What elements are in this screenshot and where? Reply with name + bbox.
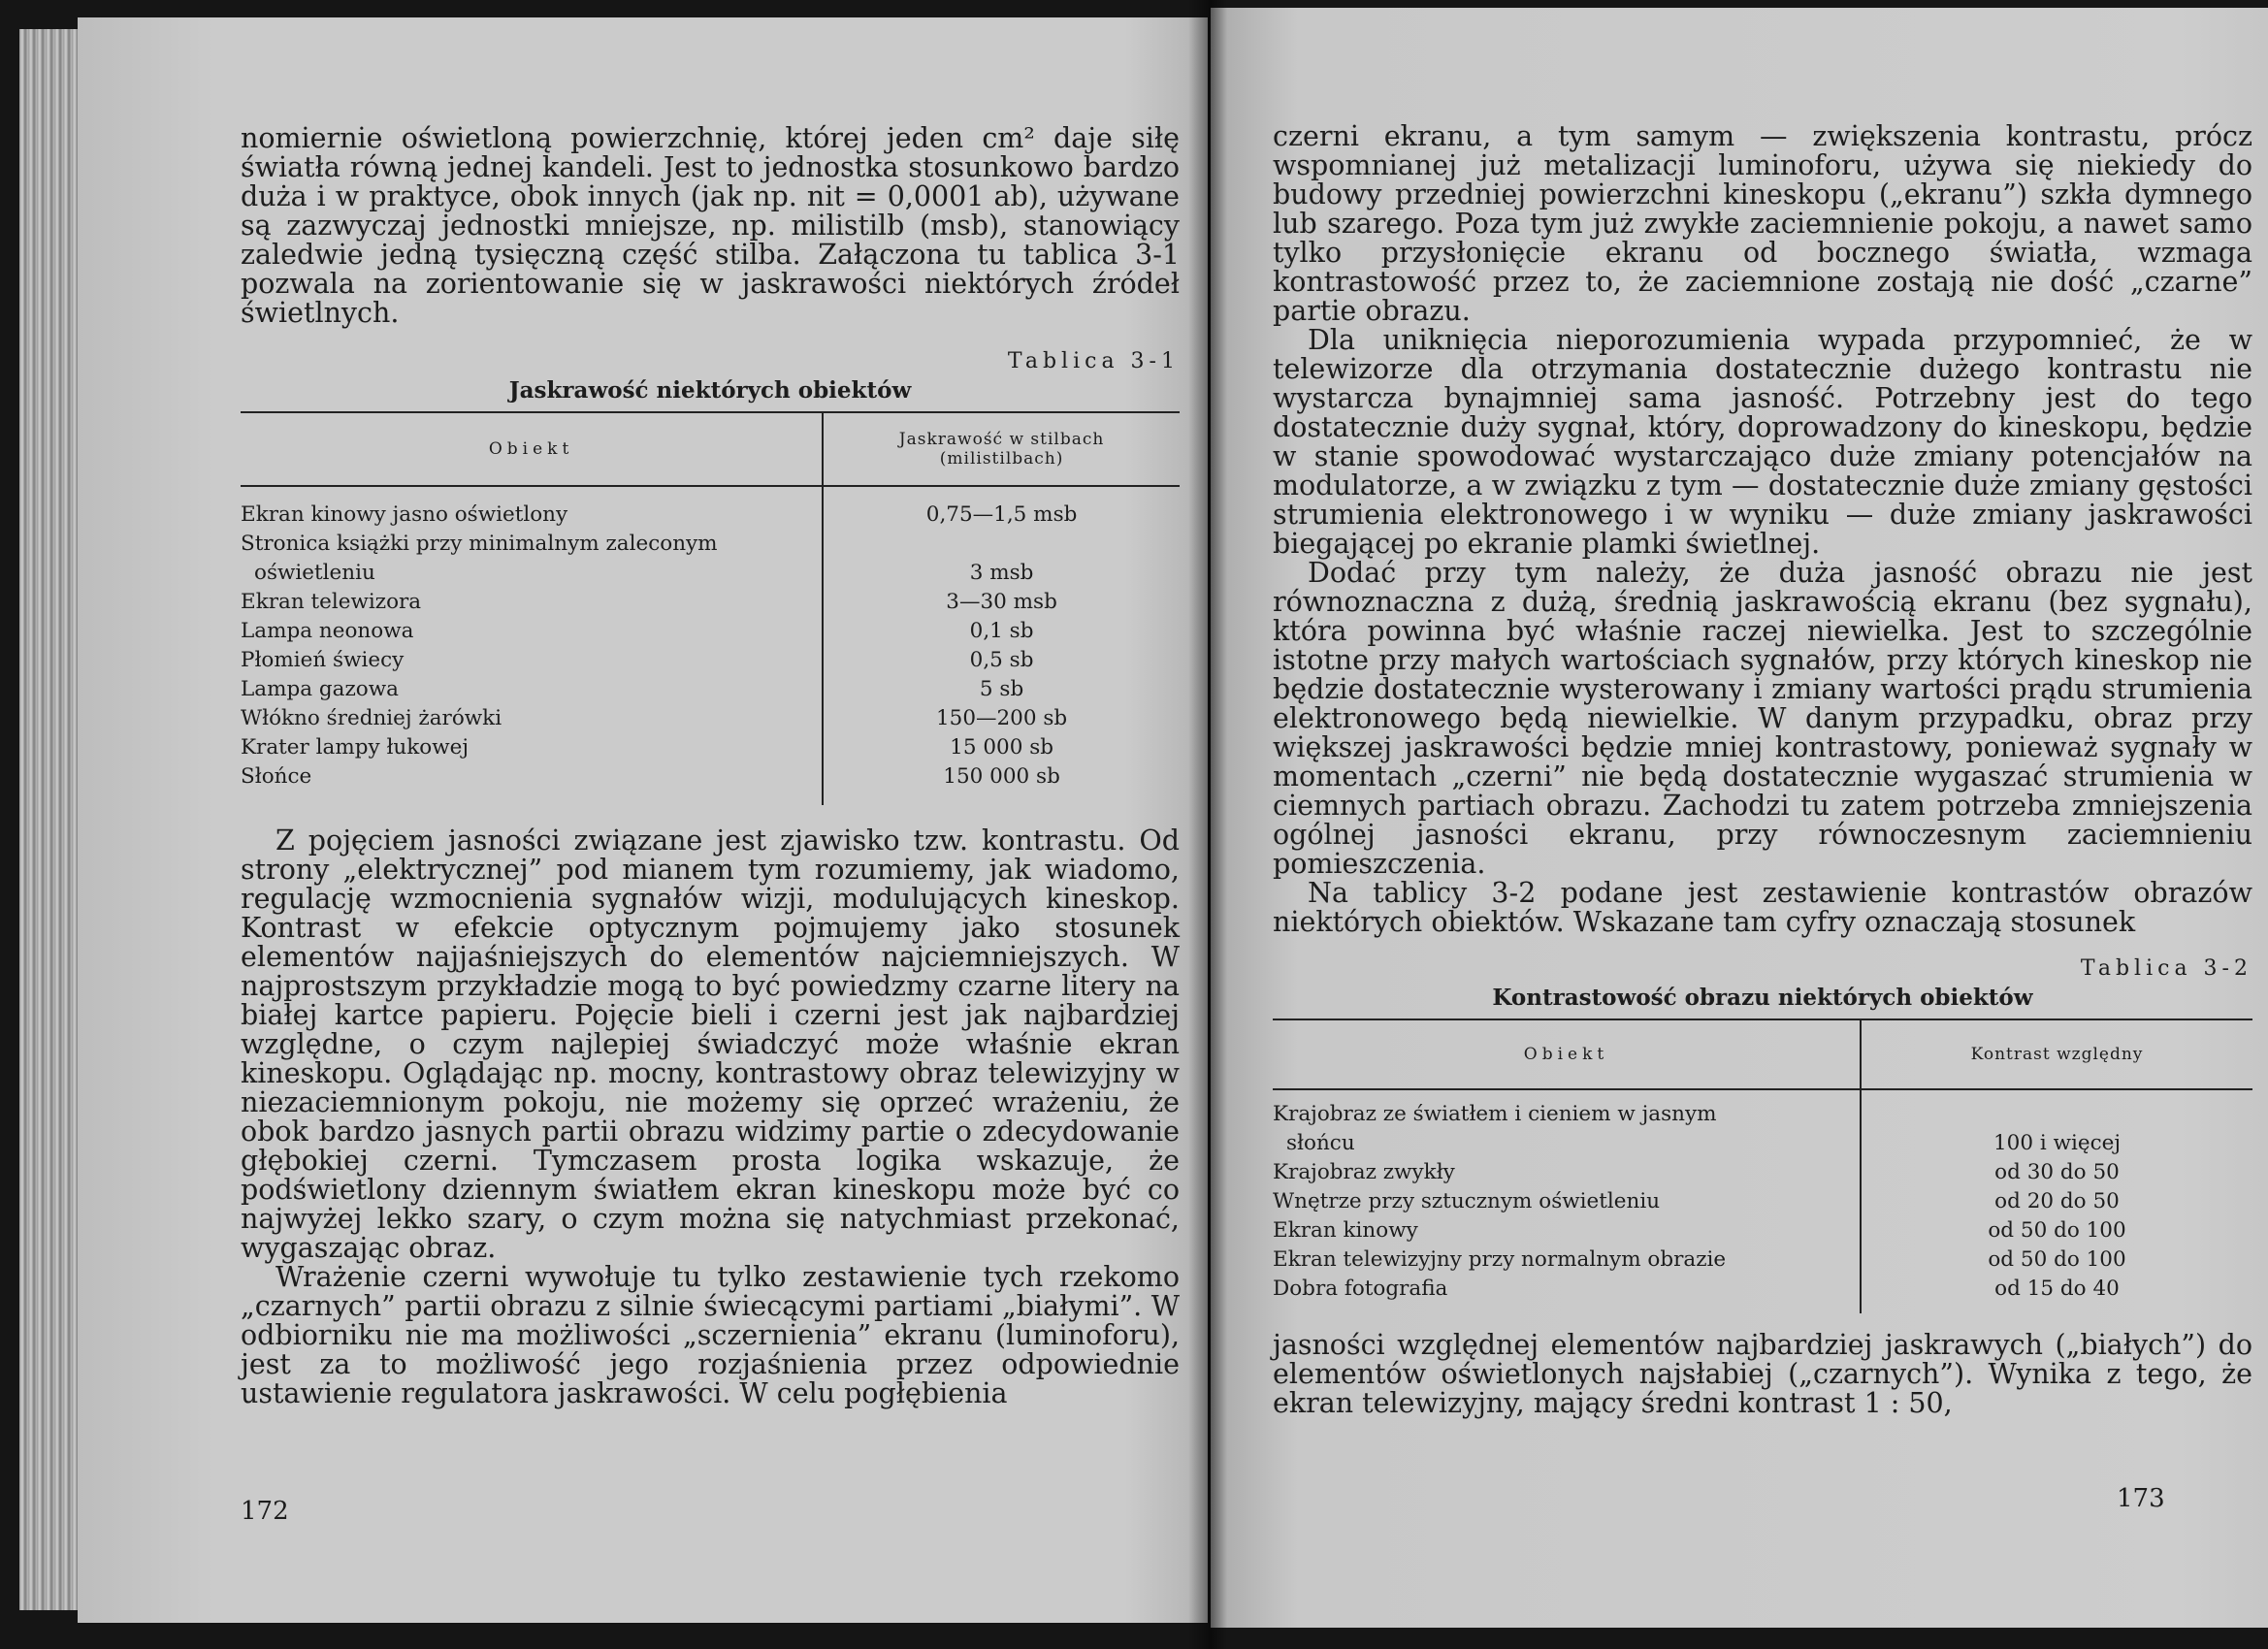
table-3-1-col-value-line1: Jaskrawość w stilbach — [898, 430, 1105, 449]
table-row — [241, 733, 1180, 762]
row-value: od 50 do 100 — [1861, 1245, 2252, 1275]
left-paragraph-2: Z pojęciem jasności związane jest zjawisko tzw. kontrastu. Od strony „elektrycznej” pod mianem tym rozumiemy, jak wiadomo, regulację wzmocnienia sygnałów wizji, modulujących kineskop. Kontrast w efekcie optycznym pojmujemy jako stosunek elementów najjaśniejszych do elementów najciemniejszych. W najprostszym przykładzie mogą to być powiedzmy czarne litery na białej kartce papieru. Pojęcie bieli i czerni jest jak najbardziej względne, o czym najlepiej świadczyć może właśnie ekran kineskopu. Oglądając np. mocny, kontrastowy obraz telewizyjny w niezaciemnionym pokoju, nie możemy się oprzeć wrażeniu, że obok bardzo jasnych partii obrazu widzimy partie o zdecydowanie głębokiej czerni. Tymczasem prosta logika wskazuje, że podświetlony dziennym światłem ekran kineskopu może być co najwyżej lekko szary, o czym można się natychmiast przekonać, wygaszając obraz. — [241, 824, 1180, 1264]
table-row — [241, 646, 1180, 675]
row-object: oświetleniu — [254, 561, 375, 585]
table-3-2-header — [1273, 1019, 2252, 1089]
right-text-column — [1273, 122, 2252, 1418]
table-row — [1273, 1245, 2252, 1275]
right-page — [1211, 8, 2268, 1628]
table-3-1-col-value-line2: (milistilbach) — [939, 449, 1064, 469]
right-paragraph-2: Dla uniknięcia nieporozumienia wypada przypomnieć, że w telewizorze dla otrzymania dostatecznie dużego kontrastu nie wystarcza bynajmniej sama jasność. Potrzebny jest do tego dostatecznie duży sygnał, który, doprowadzony do kineskopu, będzie w stanie spowodować wystarczająco duże zmiany potencjałów na modulatorze, a w związku z tym — dostatecznie duże zmiany gęstości strumienia elektronowego i w wyniku — duże zmiany jaskrawości biegającej po ekranie plamki świetlnej. — [1273, 324, 2252, 560]
row-value: od 50 do 100 — [1861, 1216, 2252, 1245]
left-page — [78, 17, 1208, 1623]
page-number-left: 172 — [241, 1497, 289, 1526]
table-3-2-title: Kontrastowość obrazu niektórych obiektów — [1492, 985, 2033, 1011]
row-value: od 15 do 40 — [1861, 1275, 2252, 1304]
table-3-1-header — [241, 412, 1180, 486]
left-intro-paragraph: nomiernie oświetloną powierzchnię, której jeden cm² daje siłę światła równą jednej kandeli. Jest to jednostka stosunkowo bardzo duża i w praktyce, obok innych (jak np. nit = 0,0001 ab), używane są zazwyczaj jednostki mniejsze, np. milistilb (msb), stanowiący zaledwie jedną tysięczną część stilba. Załączona tu tablica 3-1 pozwala na zorientowanie się w jaskrawości niektórych źródeł świetlnych. — [241, 122, 1180, 329]
table-row — [241, 588, 1180, 617]
row-value: 0,75—1,5 msb — [823, 501, 1180, 530]
row-object: Lampa gazowa — [241, 677, 399, 701]
table-row — [1273, 1275, 2252, 1304]
row-value: 0,1 sb — [823, 617, 1180, 646]
table-3-2-col-value: Kontrast względny — [1861, 1019, 2252, 1089]
table-row — [241, 559, 1180, 588]
right-paragraph-3: Dodać przy tym należy, że duża jasność obrazu nie jest równoznaczna z dużą, średnią jaskrawością ekranu (bez sygnału), która powinna być właśnie raczej niewielka. Jest to szczególnie istotne przy małych wartościach sygnałów, przy których kineskop nie będzie dostatecznie wysterowany i zmiany wartości prądu strumienia elektronowego będą niewielkie. W danym przypadku, obraz przy większej jaskrawości będzie mniej kontrastowy, ponieważ sygnały w momentach „czerni” nie będą dostatecznie wygaszać strumienia w ciemnych partiach obrazu. Zachodzi tu zatem potrzeba zmniejszenia ogólnej jasności ekranu, przy równoczesnym zaciemnieniu pomieszczenia. — [1273, 557, 2252, 880]
table-row — [241, 617, 1180, 646]
table-row — [241, 704, 1180, 733]
right-paragraph-4: Na tablicy 3-2 podane jest zestawienie kontrastów obrazów niektórych obiektów. Wskazane tam cyfry oznaczają stosunek — [1273, 877, 2252, 938]
row-value: 15 000 sb — [823, 733, 1180, 762]
row-value: 0,5 sb — [823, 646, 1180, 675]
table-row — [1273, 1158, 2252, 1187]
table-3-1-col-object: Obiekt — [241, 412, 823, 486]
left-paragraph-3: Wrażenie czerni wywołuje tu tylko zestawienie tych rzekomo „czarnych” partii obrazu z silnie świecącymi partiami „białymi”. W odbiorniku nie ma możliwości „sczernienia” ekranu (luminoforu), jest za to możliwość jego rozjaśnienia przez odpowiednie ustawienie regulatora jaskrawości. W celu pogłębienia — [241, 1261, 1180, 1409]
row-value: 5 sb — [823, 675, 1180, 704]
table-3-1-title: Jaskrawość niektórych obiektów — [508, 377, 912, 404]
table-3-2 — [1273, 1018, 2252, 1313]
table-row — [241, 675, 1180, 704]
row-object: Krater lampy łukowej — [241, 735, 470, 760]
book-gutter — [1188, 0, 1227, 1649]
table-3-1-label: Tablica 3-1 — [1007, 349, 1180, 373]
row-value: 150 000 sb — [823, 762, 1180, 792]
row-object: Wnętrze przy sztucznym oświetleniu — [1273, 1189, 1661, 1213]
row-object: Lampa neonowa — [241, 619, 414, 643]
row-object: Ekran telewizora — [241, 590, 422, 614]
row-object: Krajobraz ze światłem i cieniem w jasnym — [1273, 1102, 1717, 1126]
row-object: Włókno średniej żarówki — [241, 706, 502, 730]
row-value: 150—200 sb — [823, 704, 1180, 733]
row-value: 3—30 msb — [823, 588, 1180, 617]
table-row — [241, 501, 1180, 530]
row-value: od 20 do 50 — [1861, 1187, 2252, 1216]
row-object: Stronica książki przy minimalnym zaleconym — [241, 532, 718, 556]
row-object: Krajobraz zwykły — [1273, 1160, 1455, 1184]
row-value — [1861, 1100, 2252, 1129]
row-object: Ekran kinowy jasno oświetlony — [241, 502, 568, 527]
row-object: Dobra fotografia — [1273, 1277, 1448, 1301]
table-row — [1273, 1187, 2252, 1216]
row-value: 100 i więcej — [1861, 1129, 2252, 1158]
table-3-2-col-object: Obiekt — [1273, 1019, 1861, 1089]
page-number-right: 173 — [2117, 1484, 2165, 1513]
right-paragraph-1: czerni ekranu, a tym samym — zwiększenia kontrastu, prócz wspomnianej już metalizacji luminoforu, używa się niekiedy do budowy przedniej powierzchni kineskopu („ekranu”) szkła dymnego lub szarego. Poza tym już zwykłe zaciemnienie pokoju, a nawet samo tylko przysłonięcie ekranu od bocznego światła, wzmaga kontrastowość przez to, że zaciemnione zostają nie dość „czarne” partie obrazu. — [1273, 120, 2252, 327]
table-row — [1273, 1100, 2252, 1129]
table-row — [241, 762, 1180, 792]
table-3-1 — [241, 411, 1180, 805]
row-object: słońcu — [1286, 1131, 1355, 1155]
right-paragraph-5: jasności względnej elementów najbardziej jaskrawych („białych”) do elementów oświetlonych najsłabiej („czarnych”). Wynika z tego, że ekran telewizyjny, mający średni kontrast 1 : 50, — [1273, 1329, 2252, 1419]
row-object: Słońce — [241, 764, 312, 789]
left-text-column — [241, 124, 1180, 1408]
row-value — [823, 530, 1180, 559]
row-value: 3 msb — [823, 559, 1180, 588]
table-3-2-label: Tablica 3-2 — [2080, 956, 2252, 981]
row-value: od 30 do 50 — [1861, 1158, 2252, 1187]
table-row — [1273, 1129, 2252, 1158]
table-row — [241, 530, 1180, 559]
row-object: Ekran telewizyjny przy normalnym obrazie — [1273, 1247, 1727, 1272]
table-3-1-col-value — [823, 412, 1180, 486]
row-object: Płomień świecy — [241, 648, 405, 672]
table-row — [1273, 1216, 2252, 1245]
row-object: Ekran kinowy — [1273, 1218, 1418, 1243]
